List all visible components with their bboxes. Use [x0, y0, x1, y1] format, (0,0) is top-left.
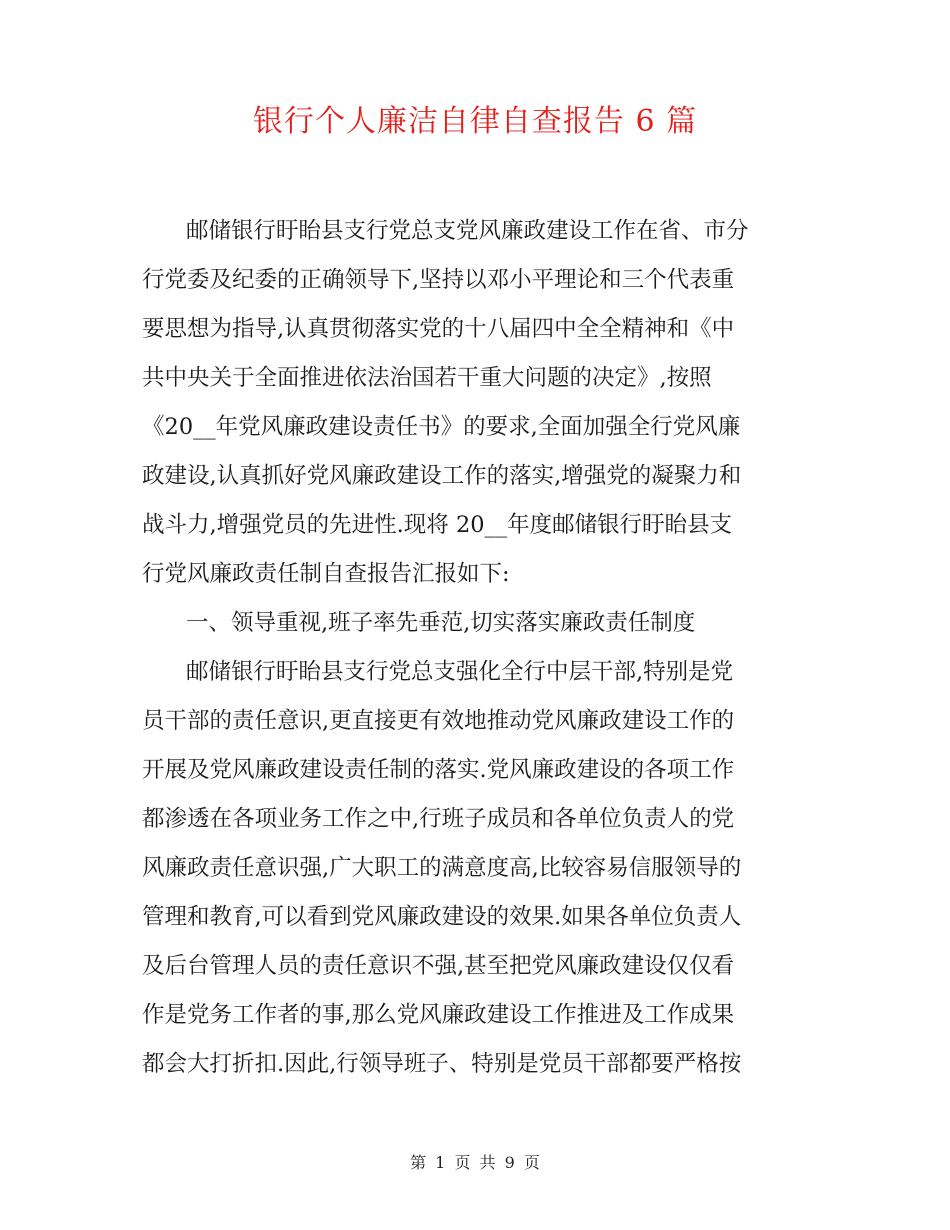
paragraph-line: 管理和教育,可以看到党风廉政建设的效果.如果各单位负责人 [142, 904, 742, 930]
paragraph-line: 战斗力,增强党员的先进性.现将 20__年度邮储银行盱眙县支 [142, 512, 733, 538]
paragraph-line: 要思想为指导,认真贯彻落实党的十八届四中全全精神和《中 [142, 316, 735, 342]
paragraph-line: 政建设,认真抓好党风廉政建设工作的落实,增强党的凝聚力和 [142, 463, 742, 489]
paragraph-line: 共中央关于全面推进依法治国若干重大问题的决定》,按照 [142, 365, 712, 391]
page-footer: 第 1 页 共 9 页 [410, 1153, 540, 1172]
paragraph-line: 邮储银行盱眙县支行党总支强化全行中层干部,特别是党 [186, 659, 734, 685]
section-heading: 一、领导重视,班子率先垂范,切实落实廉政责任制度 [186, 610, 696, 636]
paragraph-line: 及后台管理人员的责任意识不强,甚至把党风廉政建设仅仅看 [142, 953, 735, 979]
paragraph-line: 都会大打折扣.因此,行领导班子、特别是党员干部都要严格按 [142, 1051, 742, 1077]
paragraph-line: 风廉政责任意识强,广大职工的满意度高,比较容易信服领导的 [142, 855, 742, 881]
paragraph-line: 员干部的责任意识,更直接更有效地推动党风廉政建设工作的 [142, 708, 735, 734]
document-title: 银行个人廉洁自律自查报告 6 篇 [252, 104, 698, 139]
paragraph-line: 都渗透在各项业务工作之中,行班子成员和各单位负责人的党 [142, 806, 735, 832]
paragraph-line: 开展及党风廉政建设责任制的落实.党风廉政建设的各项工作 [142, 757, 735, 783]
paragraph-line: 行党委及纪委的正确领导下,坚持以邓小平理论和三个代表重 [142, 267, 735, 293]
paragraph-line: 作是党务工作者的事,那么党风廉政建设工作推进及工作成果 [142, 1002, 735, 1028]
paragraph-line: 邮储银行盱眙县支行党总支党风廉政建设工作在省、市分 [186, 218, 749, 244]
paragraph-line: 行党风廉政责任制自查报告汇报如下: [142, 561, 510, 587]
document-body [142, 207, 810, 1089]
paragraph-line: 《20__年党风廉政建设责任书》的要求,全面加强全行党风廉 [142, 414, 741, 440]
